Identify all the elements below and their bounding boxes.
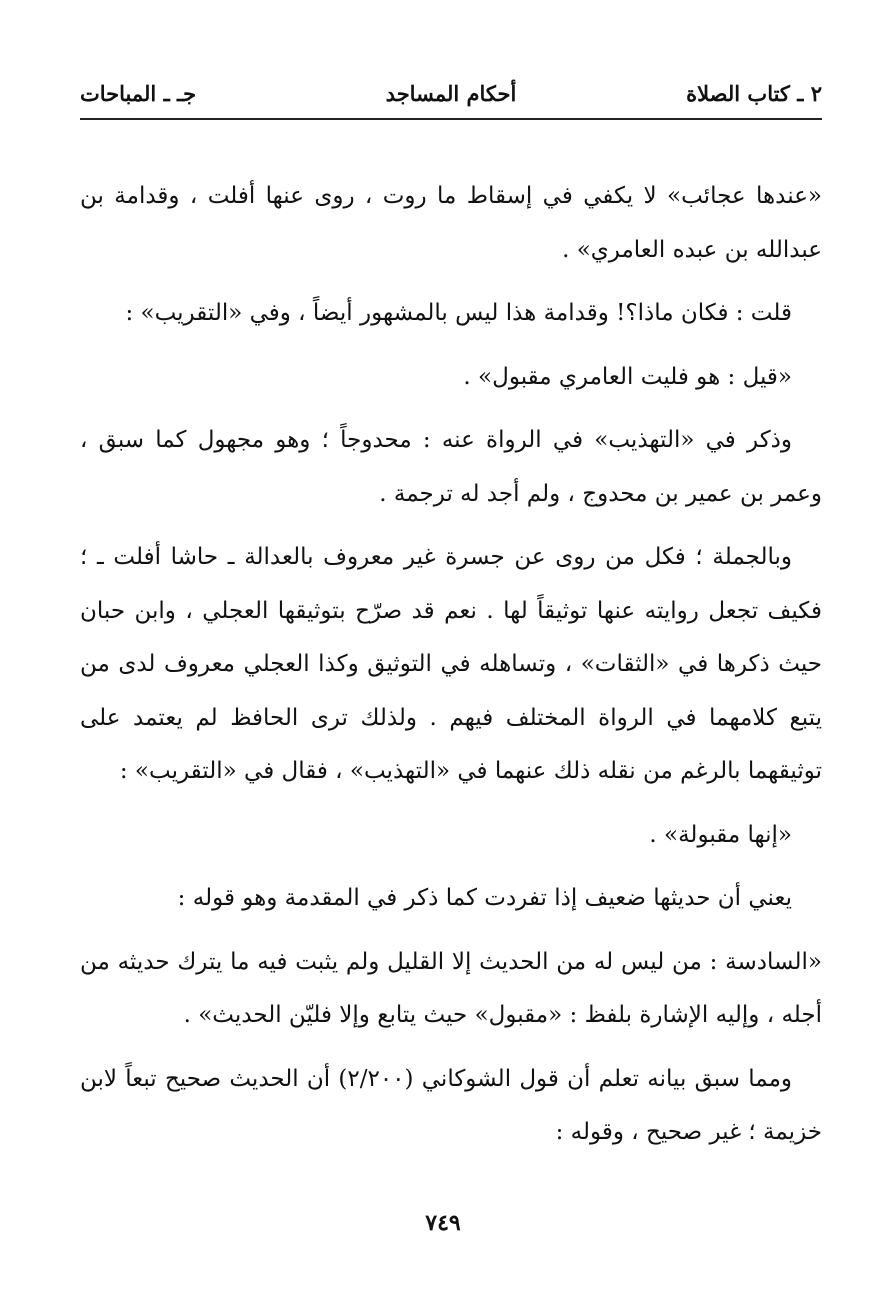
paragraph: «قيل : هو فليت العامري مقبول» .: [463, 363, 792, 390]
paragraph: ومما سبق بيانه تعلم أن قول الشوكاني (٢/٢٠٠) أن الحديث صحيح تبعاً لابن خزيمة ؛ غير صحيح ، وقوله :: [80, 1065, 822, 1145]
paragraph: وبالجملة ؛ فكل من روى عن جسرة غير معروف بالعدالة ـ حاشا أفلت ـ ؛ فكيف تجعل روايته عنها توثيقاً لها . نعم قد صرّح بتوثيقها العجلي ، وابن حبان حيث ذكرها في «الثقات» ، وتساهله في التوثيق وكذا العجلي معروف لدى من يتبع كلامهما في الرواة المختلف فيهم . ولذلك ترى الحافظ لم يعتمد على توثيقهما بالرغم من نقله ذلك عنهما في «التهذيب» ، فقال في «التقريب» :: [80, 544, 822, 784]
header-chapter-title: أحكام المساجد: [385, 81, 517, 106]
header-section-title: جـ ـ المباحات: [80, 81, 197, 106]
header-rule: [80, 118, 822, 120]
paragraph: يعني أن حديثها ضعيف إذا تفردت كما ذكر في المقدمة وهو قوله :: [177, 885, 792, 911]
paragraph: قلت : فكان ماذا؟! وقدامة هذا ليس بالمشهور أيضاً ، وفي «التقريب» :: [125, 300, 792, 326]
paragraph: «إنها مقبولة» .: [649, 821, 792, 848]
page-body: [80, 170, 822, 1170]
page-number: ٧٤٩: [425, 1210, 461, 1236]
paragraph: وذكر في «التهذيب» في الرواة عنه : محدوجاً ؛ وهو مجهول كما سبق ، وعمر بن عمير بن محدوج ، ولم أجد له ترجمة .: [80, 427, 822, 507]
header-book-title: ٢ ـ كتاب الصلاة: [686, 81, 822, 106]
running-header: [80, 74, 822, 114]
paragraph: «السادسة : من ليس له من الحديث إلا القليل ولم يثبت فيه ما يترك حديثه من أجله ، وإليه الإشارة بلفظ : «مقبول» حيث يتابع وإلا فليّن الحديث» .: [80, 948, 822, 1028]
paragraph: «عندها عجائب» لا يكفي في إسقاط ما روت ، روى عنها أفلت ، وقدامة بن عبدالله بن عبده العامري» .: [80, 183, 822, 263]
